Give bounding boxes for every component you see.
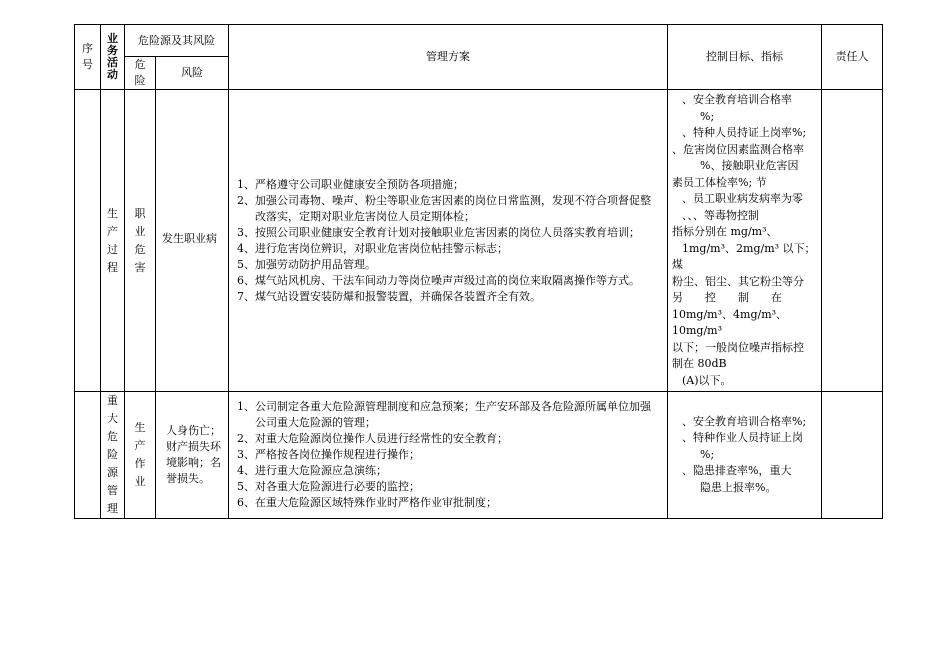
target-line: 、安全教育培训合格率%;	[682, 414, 807, 428]
table-row-occupational	[75, 90, 883, 392]
plan-item: 3、按照公司职业健康安全教育计划对接触职业危害因素的岗位人员落实教育培训；	[237, 225, 640, 239]
plan-item: 7、煤气站设置安装防爆和报警装置，并确保各装置齐全有效。	[237, 289, 541, 303]
row2-hazard: 生产作业	[125, 392, 156, 519]
row1-hazard: 职业危害	[125, 90, 156, 392]
plan-item: 5、对各重大危险源进行必要的监控；	[237, 480, 420, 493]
management-plan-table	[74, 24, 883, 519]
header-hazard: 危险	[125, 57, 156, 90]
header-activity: 业务活动	[101, 25, 125, 90]
plan-item: 6、在重大危险源区域特殊作业时严格作业审批制度；	[237, 496, 497, 509]
row1-owner	[822, 90, 883, 392]
target-line: 粉尘、铝尘、其它粉尘等分	[672, 274, 804, 288]
plan-item: 1、公司制定各重大危险源管理制度和应急预案；生产安环部及各危险源所属单位加强公司重大危险源的管理；	[237, 400, 651, 429]
plan-item: 6、煤气站风机房、干法车间动力等岗位噪声声级过高的岗位来取隔离操作等方式。	[237, 273, 640, 287]
row2-seq	[75, 392, 101, 519]
target-line: 隐患上报率%。	[700, 480, 777, 494]
header-risk: 风险	[156, 57, 229, 90]
target-line: (A)以下。	[682, 373, 732, 387]
header-seq: 序号	[75, 25, 101, 90]
row2-owner	[822, 392, 883, 519]
target-line: 10mg/m³、4mg/m³、10mg/m³	[672, 307, 788, 337]
row2-plan-list	[237, 399, 661, 511]
row1-activity: 生产过程	[101, 90, 125, 392]
target-line: 指标分别在 mg/m³、	[672, 225, 778, 238]
row2-plan	[229, 392, 668, 519]
header-hazard-group: 危险源及其风险	[125, 25, 229, 57]
plan-item: 1、严格遵守公司职业健康安全预防各项措施；	[237, 177, 464, 191]
target-line: %、接触职业危害因	[700, 159, 799, 172]
target-line: 、安全教育培训合格率	[682, 93, 792, 106]
plan-item: 4、进行危害岗位辨识，对职业危害岗位帖挂警示标志；	[237, 241, 508, 255]
target-line: 素员工体检率%; 节	[672, 175, 767, 189]
target-line: %;	[700, 447, 715, 461]
target-line: 、特种人员持证上岗率%;	[682, 126, 807, 139]
row2-target	[668, 392, 822, 519]
target-line: 1mg/m³、2mg/m³ 以下；煤	[672, 241, 816, 271]
plan-item: 5、加强劳动防护用品管理。	[237, 257, 376, 271]
target-line: 、员工职业病发病率为零	[682, 192, 803, 205]
target-line: 、隐患排查率%，重大	[682, 464, 792, 478]
plan-item: 3、严格按各岗位操作规程进行操作；	[237, 448, 420, 461]
row1-seq	[75, 90, 101, 392]
plan-item: 2、加强公司毒物、噪声、粉尘等职业危害因素的岗位日常监测，发现不符合项督促整改落实，定期对职业危害岗位人员定期体检；	[237, 193, 651, 223]
plan-item: 2、对重大危险源岗位操作人员进行经常性的安全教育；	[237, 432, 508, 445]
row1-target	[668, 90, 822, 392]
header-plan: 管理方案	[229, 25, 668, 90]
header-row-1	[75, 25, 883, 57]
target-line: 、危害岗位因素监测合格率	[672, 142, 804, 156]
table-row-major-hazard	[75, 392, 883, 519]
target-line: 另 控 制 在	[672, 291, 782, 304]
target-line: 以下；一般岗位噪声指标控	[672, 340, 804, 354]
target-line: 制在 80dB	[672, 357, 727, 370]
row2-activity: 重大危险源管理	[101, 392, 125, 519]
plan-item: 4、进行重大危险源应急演练；	[237, 464, 387, 477]
target-line: 、特种作业人员持证上岗	[682, 431, 803, 445]
row1-plan-list	[237, 177, 661, 305]
row1-risk: 发生职业病	[156, 90, 229, 392]
header-owner: 责任人	[822, 25, 883, 90]
target-line: 、、、等毒物控制	[682, 208, 759, 222]
target-line: %;	[700, 109, 715, 123]
row1-plan	[229, 90, 668, 392]
header-target: 控制目标、指标	[668, 25, 822, 90]
row2-risk: 人身伤亡；财产损失环境影响；名誉损失。	[156, 392, 229, 519]
